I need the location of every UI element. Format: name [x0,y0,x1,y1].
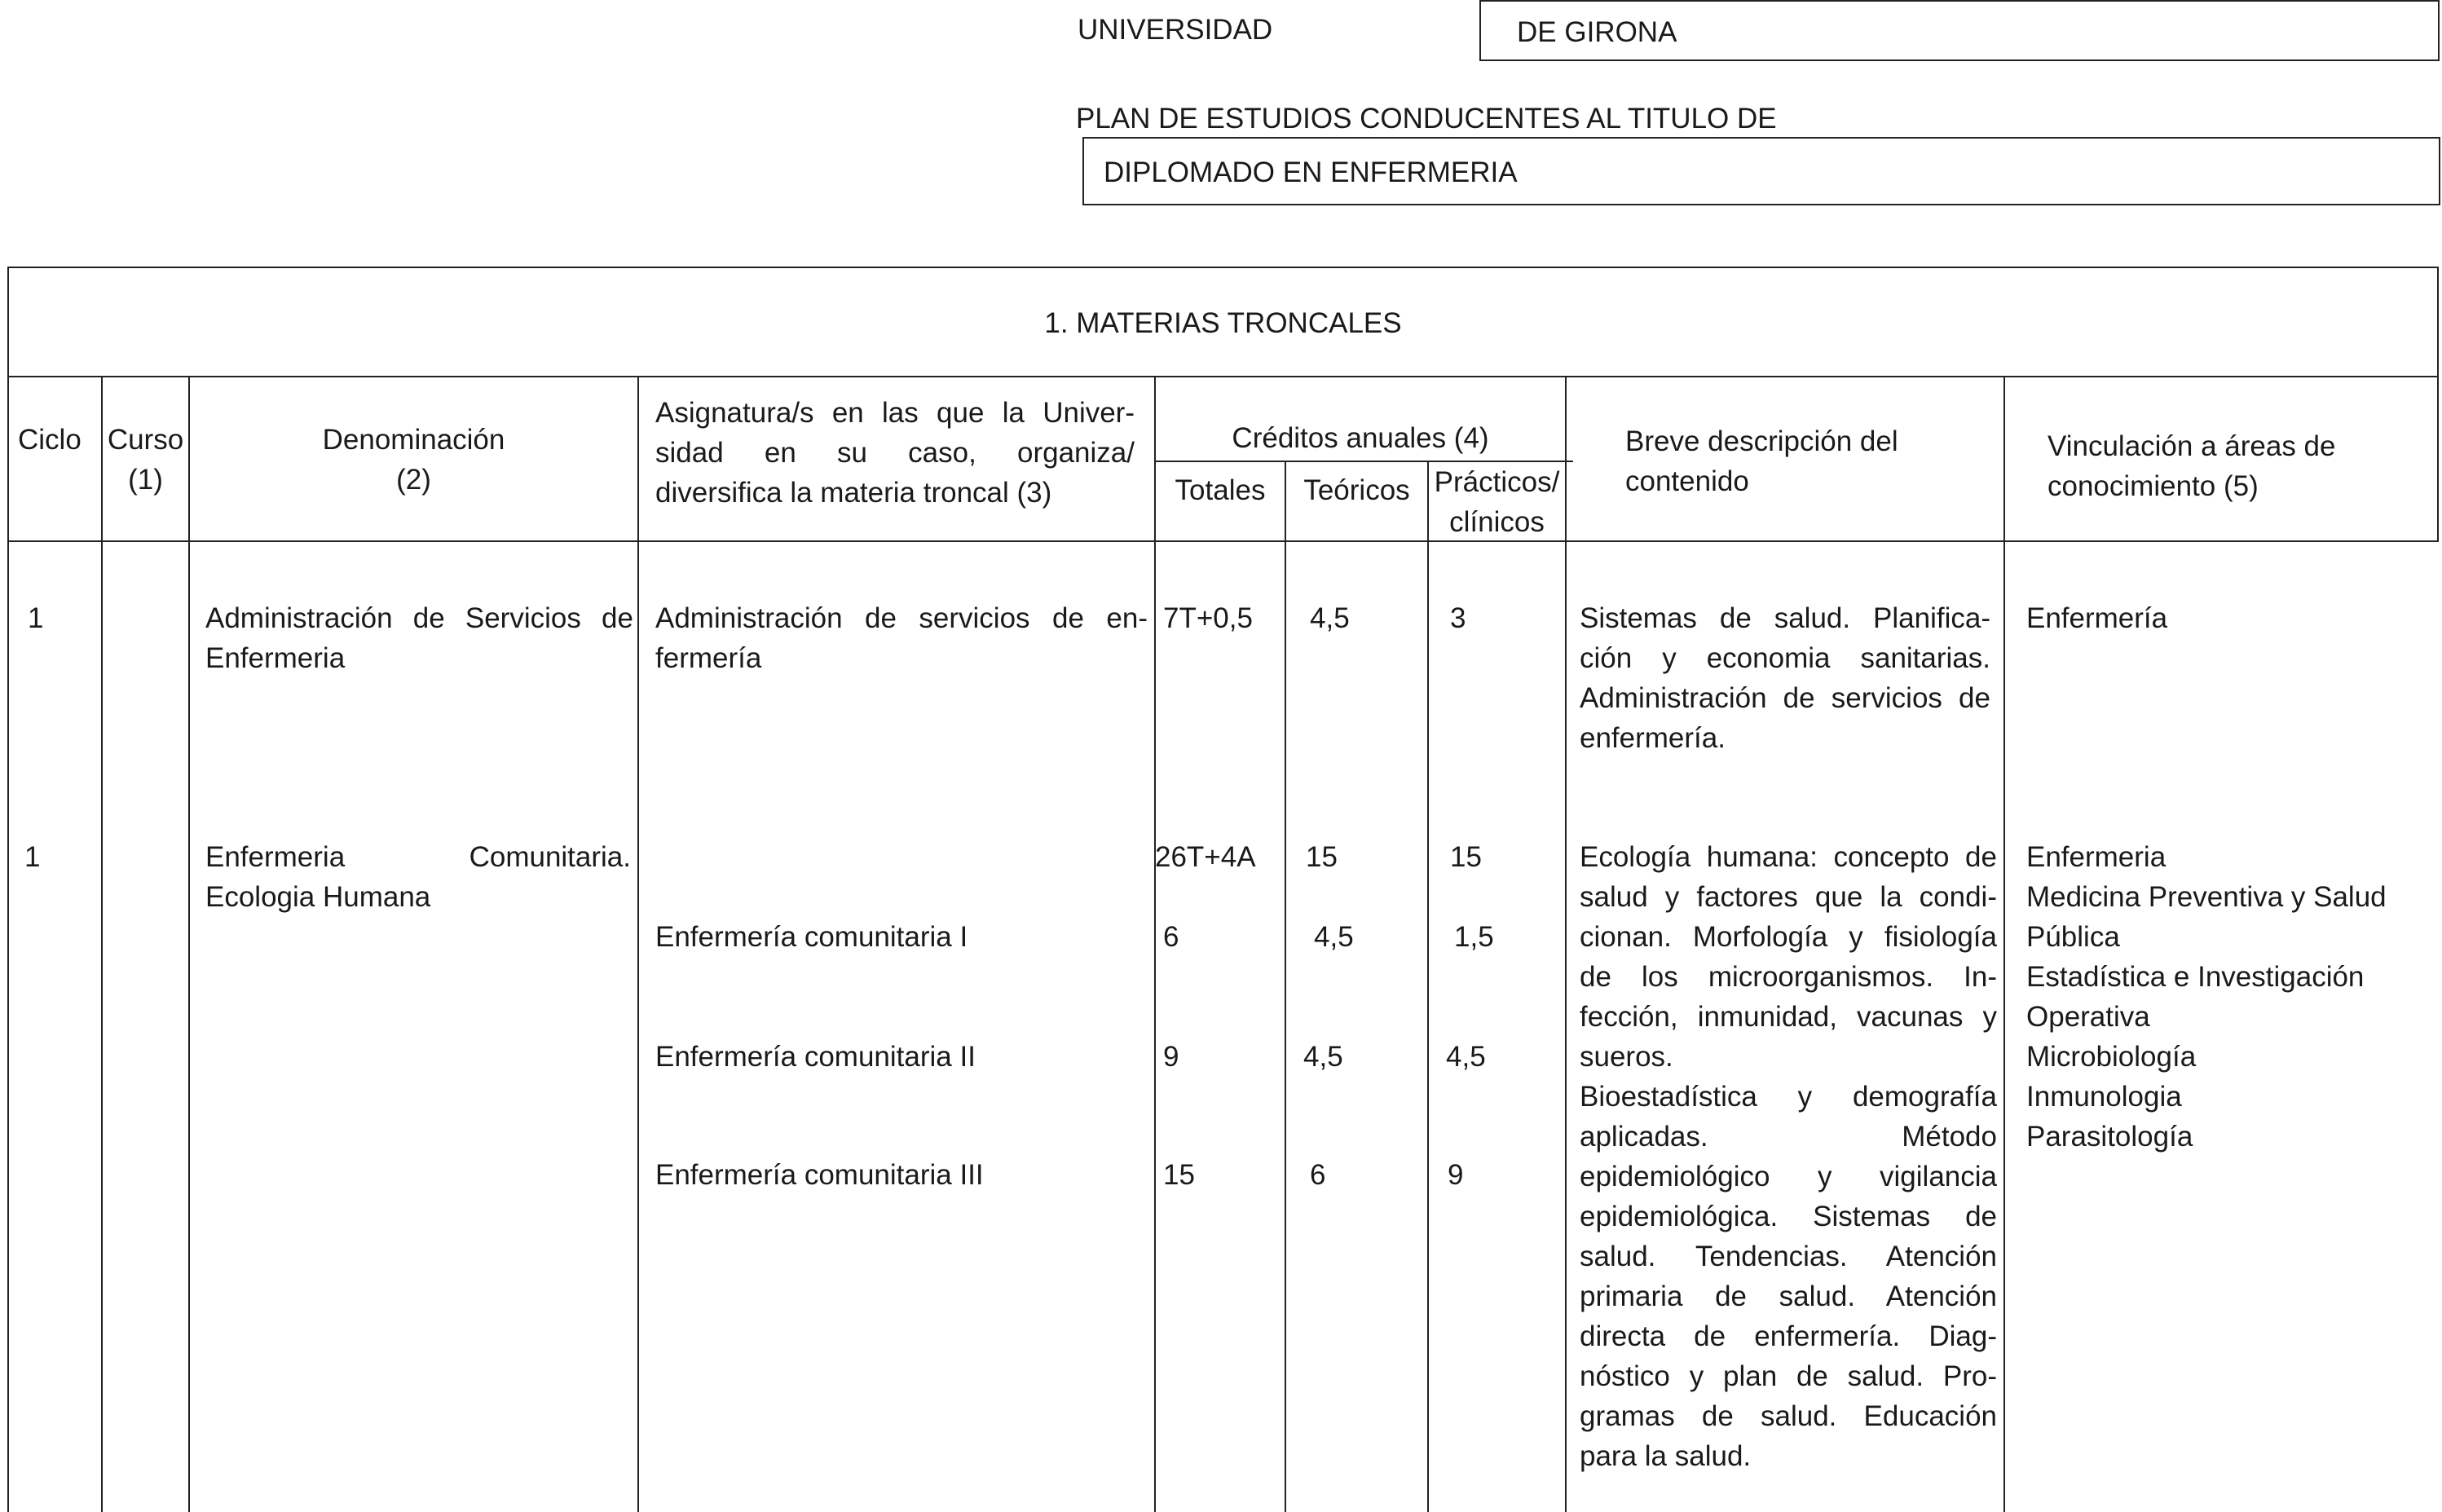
header-descripcion [1625,421,1898,501]
header-vinculacion [2047,426,2336,506]
row2-teoricos: 15 [1306,841,1338,873]
university-name: DE GIRONA [1517,16,1677,48]
header-totales: Totales [1175,474,1266,506]
row1-asignatura-line: fermería [655,642,762,674]
row2-descripcion-line: nóstico y plan de salud. Pro- [1580,1360,1997,1392]
row2-descripcion-line: salud. Tendencias. Atención [1580,1241,1997,1272]
row1-denominacion-line: Administración de Servicios de [205,602,633,634]
row1-practicos: 3 [1450,602,1466,634]
row1-descripcion-line: enfermería. [1580,722,1726,754]
row2-descripcion-line: aplicadas. Método [1580,1121,1997,1153]
header-descripcion-line: contenido [1625,465,1749,497]
row1-ciclo: 1 [28,602,44,634]
row1-vinculacion: Enfermería [2026,602,2168,634]
subject-totales: 6 [1163,921,1179,953]
row2-vinculacion-line: Medicina Preventiva y Salud [2026,881,2387,913]
header-curso-note: (1) [128,464,163,496]
row2-practicos: 15 [1450,841,1482,873]
subject-name: Enfermería comunitaria I [655,921,968,953]
header-clinicos: clínicos [1449,506,1545,538]
row2-descripcion-line: sueros. [1580,1041,1673,1073]
row2-vinculacion-line: Inmunologia [2026,1081,2182,1113]
header-vinculacion-line: conocimiento (5) [2047,470,2259,502]
header-teoricos: Teóricos [1303,474,1410,506]
row2-denominacion-line: Enfermeria Comunitaria. [205,841,631,873]
row1-denominacion [205,598,633,678]
subject-practicos: 4,5 [1446,1041,1486,1073]
row2-descripcion-line: cionan. Morfología y fisiología [1580,921,1997,953]
header-asignaturas-line: diversifica la materia troncal (3) [655,477,1052,509]
subject-name: Enfermería comunitaria II [655,1041,976,1073]
row1-descripcion-line: ción y economia sanitarias. [1580,642,1990,674]
subject-teoricos: 4,5 [1314,921,1354,953]
header-practicos: Prácticos/ [1434,466,1560,498]
row1-descripcion-line: Sistemas de salud. Planifica- [1580,602,1990,634]
row1-asignatura [655,598,1148,678]
subject-teoricos: 4,5 [1303,1041,1343,1073]
subject-totales: 9 [1163,1041,1179,1073]
subject-name: Enfermería comunitaria III [655,1159,984,1191]
header-vinculacion-line: Vinculación a áreas de [2047,430,2336,462]
row2-descripcion-line: de los microorganismos. In- [1580,961,1997,993]
row2-descripcion-line: Ecología humana: concepto de [1580,841,1997,873]
row2-descripcion-line: epidemiológico y vigilancia [1580,1161,1997,1192]
header-denominacion: Denominación [322,424,505,456]
header-curso: Curso [107,424,184,456]
header-descripcion-line: Breve descripción del [1625,425,1898,457]
header-ciclo: Ciclo [18,424,82,456]
header-denominacion-note: (2) [396,464,431,496]
header-asignaturas [655,393,1135,513]
university-label: UNIVERSIDAD [1078,14,1273,46]
row1-teoricos: 4,5 [1310,602,1350,634]
subject-teoricos: 6 [1310,1159,1326,1191]
row2-denominacion-line: Ecologia Humana [205,881,431,913]
row2-ciclo: 1 [24,841,41,873]
row2-vinculacion-line: Operativa [2026,1001,2150,1033]
row1-asignatura-line: Administración de servicios de en- [655,602,1148,634]
subject-totales: 15 [1163,1159,1195,1191]
row2-vinculacion-line: Microbiología [2026,1041,2197,1073]
row2-descripcion-line: epidemiológica. Sistemas de [1580,1201,1997,1232]
subject-practicos: 9 [1448,1159,1464,1191]
row2-vinculacion-line: Enfermeria [2026,841,2167,873]
row2-totales: 26T+4A [1155,841,1256,873]
row2-denominacion [205,837,631,917]
row2-descripcion-line: salud y factores que la condi- [1580,881,1997,913]
materias-table [7,267,2439,1512]
university-name-box [1479,0,2440,61]
header-asignaturas-line: sidad en su caso, organiza/ [655,437,1135,469]
row2-descripcion-line: para la salud. [1580,1440,1752,1472]
row2-descripcion-line: Bioestadística y demografía [1580,1081,1997,1113]
row2-descripcion-line: directa de enfermería. Diag- [1580,1320,1997,1352]
subject-practicos: 1,5 [1454,921,1494,953]
degree-box [1082,137,2440,205]
row1-totales: 7T+0,5 [1163,602,1253,634]
row2-descripcion [1580,837,1997,1476]
row2-descripcion-line: gramas de salud. Educación [1580,1400,1997,1432]
row1-descripcion [1580,598,1990,758]
row2-vinculacion-line: Pública [2026,921,2120,953]
row2-vinculacion [2026,837,2387,1157]
header-creditos: Créditos anuales (4) [1232,422,1489,454]
row1-descripcion-line: Administración de servicios de [1580,682,1990,714]
row2-vinculacion-line: Parasitología [2026,1121,2193,1153]
degree-name: DIPLOMADO EN ENFERMERIA [1104,156,1518,188]
row2-descripcion-line: fección, inmunidad, vacunas y [1580,1001,1997,1033]
row1-denominacion-line: Enfermeria [205,642,346,674]
header-asignaturas-line: Asignatura/s en las que la Univer- [655,397,1135,429]
row2-descripcion-line: primaria de salud. Atención [1580,1281,1997,1312]
table-title: 1. MATERIAS TRONCALES [1044,307,1402,339]
plan-label: PLAN DE ESTUDIOS CONDUCENTES AL TITULO DE [1076,103,1777,134]
row2-vinculacion-line: Estadística e Investigación [2026,961,2365,993]
